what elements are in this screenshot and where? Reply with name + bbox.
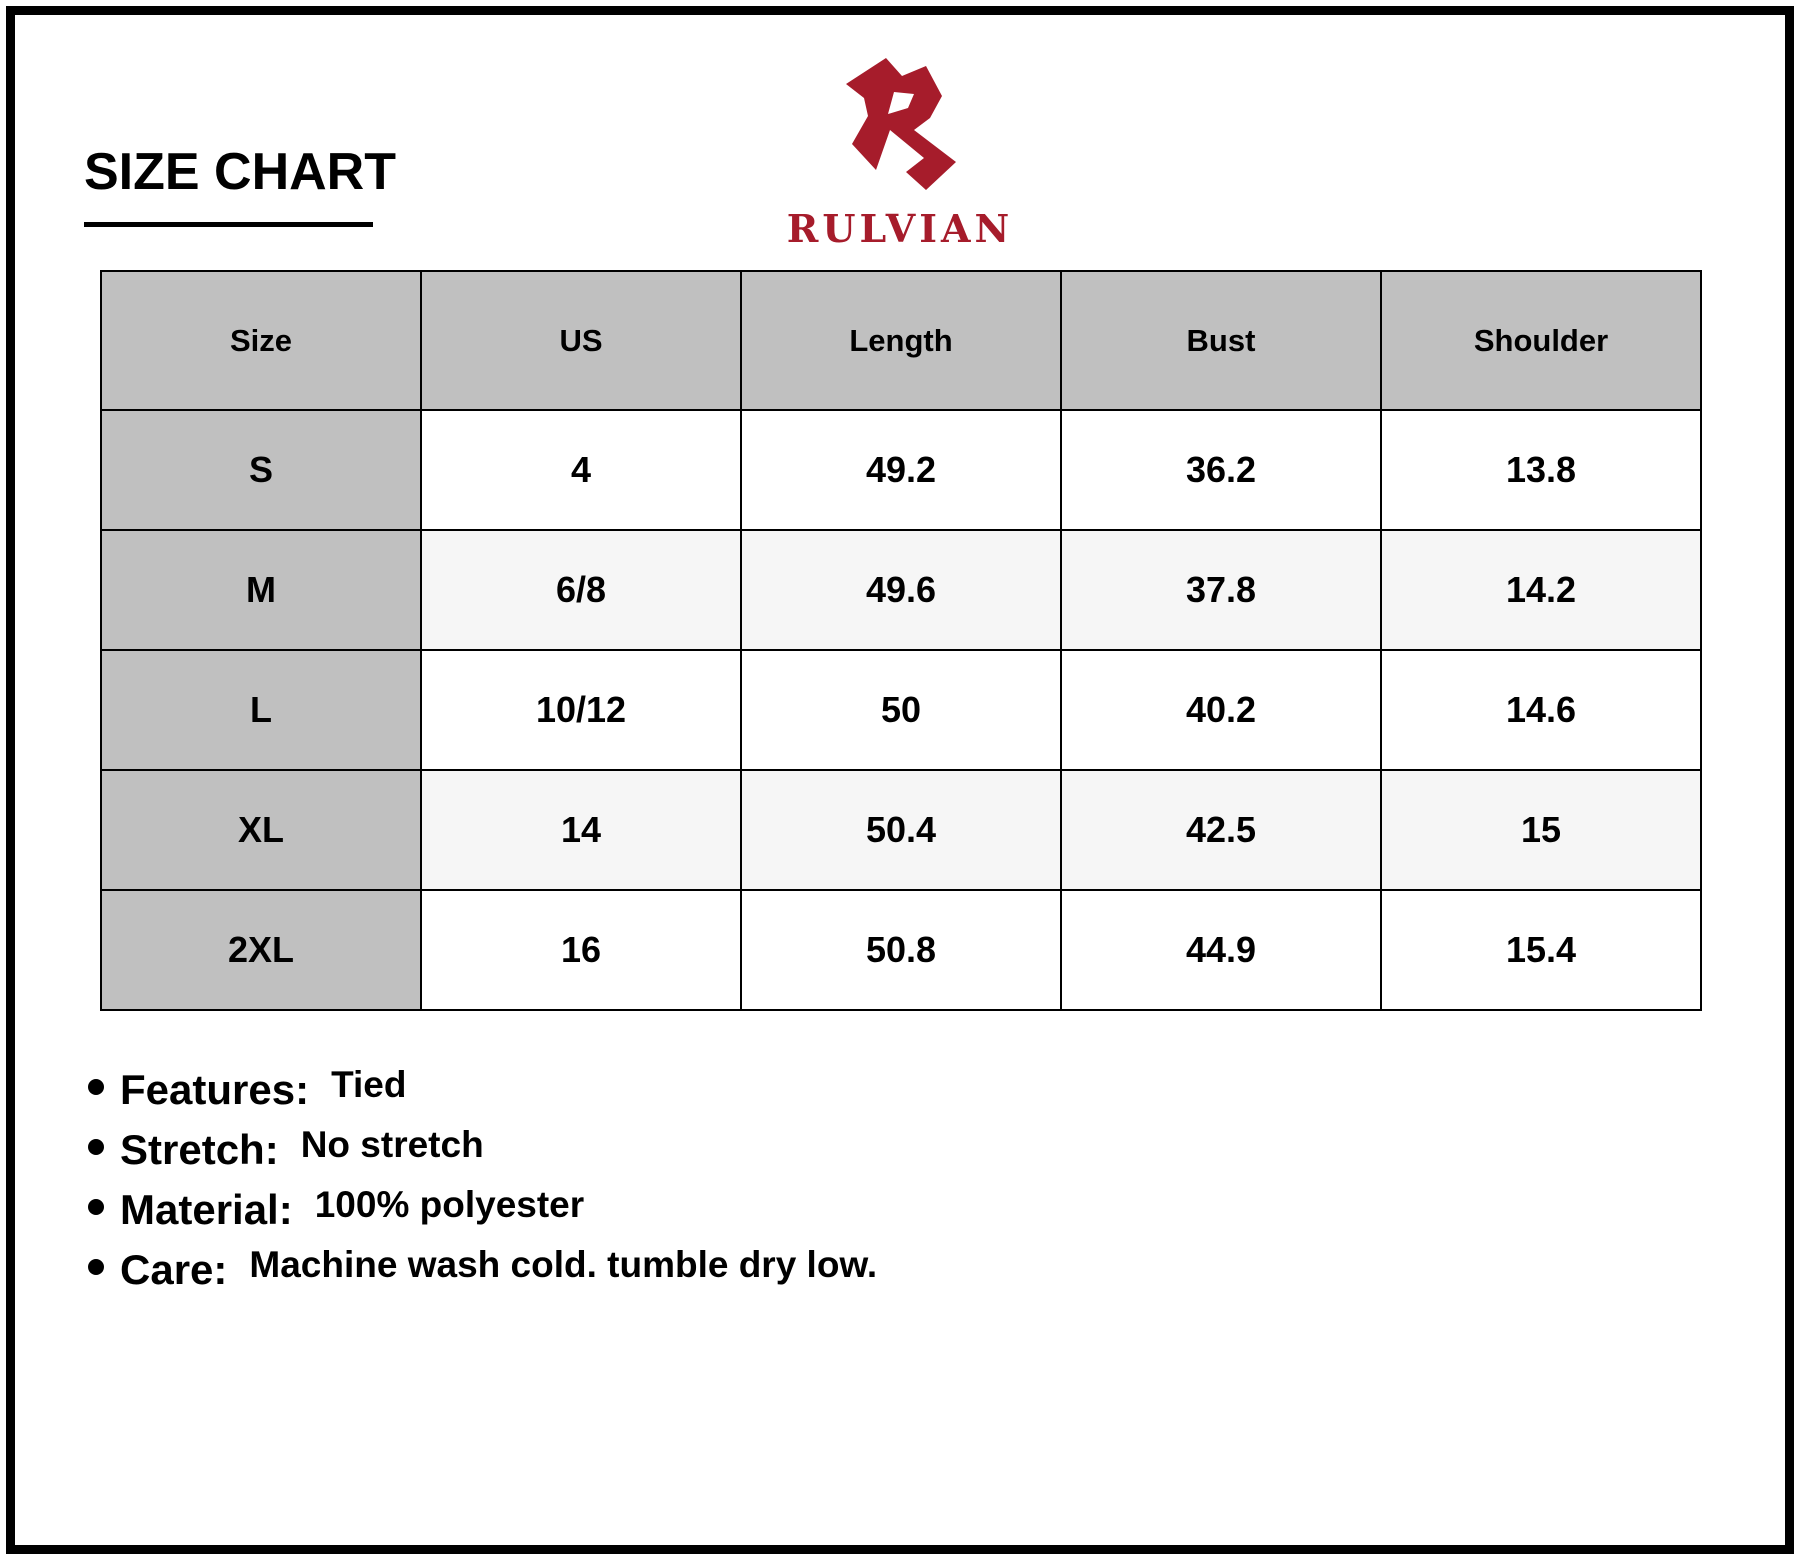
rulvian-r-logo-icon [844,58,970,198]
column-header-bust: Bust [1061,271,1381,410]
bust-cell: 36.2 [1061,410,1381,530]
length-cell: 49.6 [741,530,1061,650]
length-cell: 49.2 [741,410,1061,530]
us-cell: 10/12 [421,650,741,770]
length-cell: 50.8 [741,890,1061,1010]
bullet-icon [88,1139,104,1155]
table-row [101,890,1701,1010]
page-title: SIZE CHART [84,143,396,201]
feature-value: Tied [331,1064,407,1105]
length-cell: 50 [741,650,1061,770]
bullet-icon [88,1079,104,1095]
feature-label: Stretch: [120,1126,279,1173]
brand-name: RULVIAN [786,206,1014,251]
table-row [101,410,1701,530]
column-header-shoulder: Shoulder [1381,271,1701,410]
length-cell: 50.4 [741,770,1061,890]
table-header-row [101,271,1701,410]
shoulder-cell: 14.2 [1381,530,1701,650]
shoulder-cell: 15 [1381,770,1701,890]
us-cell: 6/8 [421,530,741,650]
size-cell: M [101,530,421,650]
shoulder-cell: 15.4 [1381,890,1701,1010]
table-row [101,650,1701,770]
bullet-icon [88,1259,104,1275]
feature-label: Features: [120,1066,310,1113]
list-item-features [88,1060,877,1120]
bust-cell: 40.2 [1061,650,1381,770]
feature-value: 100% polyester [314,1184,585,1225]
list-item-stretch [88,1120,877,1180]
brand-logo [780,58,1020,251]
shoulder-cell: 14.6 [1381,650,1701,770]
feature-label: Material: [120,1186,293,1233]
list-item-material [88,1180,877,1240]
table-row [101,770,1701,890]
size-cell: S [101,410,421,530]
product-details-list [88,1060,877,1300]
table-row [101,530,1701,650]
size-cell: L [101,650,421,770]
size-table [100,270,1702,1011]
feature-value: No stretch [300,1124,484,1165]
bullet-icon [88,1199,104,1215]
us-cell: 14 [421,770,741,890]
column-header-us: US [421,271,741,410]
feature-label: Care: [120,1246,228,1293]
shoulder-cell: 13.8 [1381,410,1701,530]
title-underline [84,222,373,227]
size-cell: XL [101,770,421,890]
bust-cell: 42.5 [1061,770,1381,890]
us-cell: 4 [421,410,741,530]
bust-cell: 44.9 [1061,890,1381,1010]
list-item-care [88,1240,877,1300]
feature-value: Machine wash cold. tumble dry low. [249,1244,878,1285]
column-header-size: Size [101,271,421,410]
column-header-length: Length [741,271,1061,410]
size-cell: 2XL [101,890,421,1010]
us-cell: 16 [421,890,741,1010]
bust-cell: 37.8 [1061,530,1381,650]
